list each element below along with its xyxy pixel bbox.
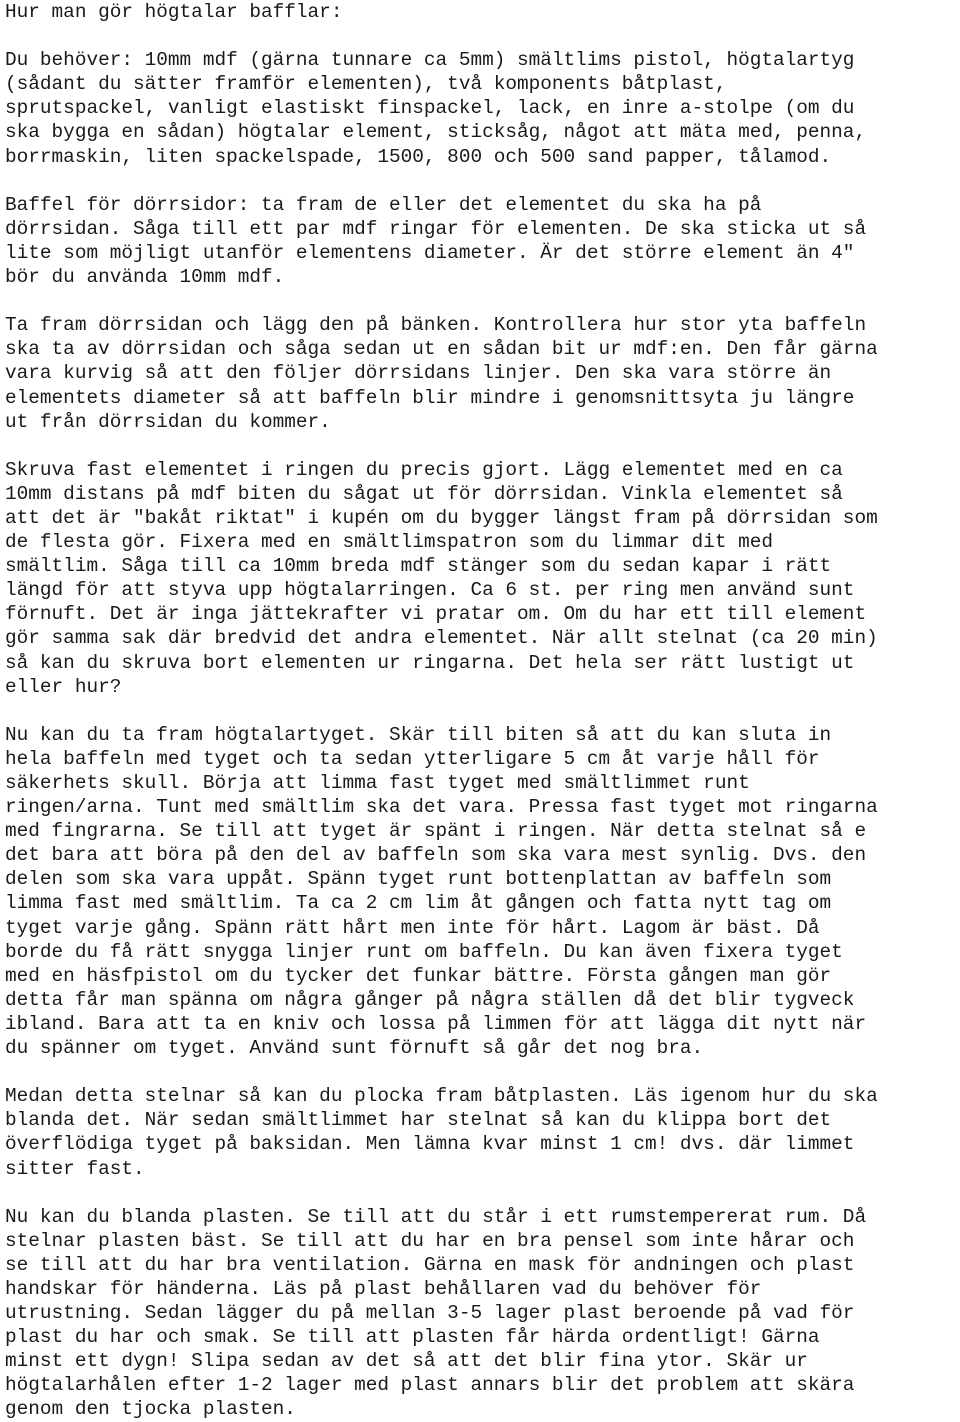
- paragraph-mixing: [5, 1205, 960, 1422]
- text-line: så kan du skruva bort elementen ur ringarna. Det hela ser rätt lustigt ut: [5, 651, 855, 674]
- text-line: ska bygga en sådan) högtalar element, sticksåg, något att mäta med, penna,: [5, 121, 867, 144]
- text-line: borde du få rätt snygga linjer runt om baffeln. Du kan även fixera tyget: [5, 940, 843, 963]
- text-line: Medan detta stelnar så kan du plocka fram båtplasten. Läs igenom hur du ska: [5, 1085, 878, 1108]
- text-line: gör samma sak där bredvid det andra elementet. När allt stelnat (ca 20 min): [5, 627, 878, 650]
- document-page: [5, 0, 960, 1422]
- paragraph-mounting: [5, 458, 960, 699]
- text-line: delen som ska vara uppåt. Spänn tyget runt bottenplattan av baffeln som: [5, 868, 832, 891]
- text-line: blanda det. När sedan smältlimmet har stelnat så kan du klippa bort det: [5, 1109, 832, 1132]
- text-line: stelnar plasten bäst. Se till att du har en bra pensel som inte hårar och: [5, 1229, 855, 1252]
- text-line: med fingrarna. Se till att tyget är spänt i ringen. När detta stelnat så e: [5, 820, 867, 843]
- text-line: att det är "bakåt riktat" i kupén om du bygger längst fram på dörrsidan som: [5, 506, 878, 529]
- text-line: genom den tjocka plasten.: [5, 1398, 296, 1421]
- text-line: detta får man spänna om några gånger på några ställen då det blir tygveck: [5, 988, 855, 1011]
- paragraph-door-baffle: [5, 193, 960, 289]
- text-line: eller hur?: [5, 675, 122, 698]
- text-line: du spänner om tyget. Använd sunt förnuft så går det nog bra.: [5, 1037, 704, 1060]
- text-line: med en häsfpistol om du tycker det funkar bättre. Första gången man gör: [5, 964, 832, 987]
- text-line: Nu kan du ta fram högtalartyget. Skär till biten så att du kan sluta in: [5, 723, 832, 746]
- text-line: ringen/arna. Tunt med smältlim ska det vara. Pressa fast tyget mot ringarna: [5, 796, 878, 819]
- text-line: elementets diameter så att baffeln blir mindre i genomsnittsyta ju längre: [5, 386, 855, 409]
- text-line: förnuft. Det är inga jättekrafter vi pratar om. Om du har ett till element: [5, 603, 867, 626]
- blank-line: [5, 169, 960, 193]
- text-line: ska ta av dörrsidan och såga sedan ut en sådan bit ur mdf:en. Den får gärna: [5, 338, 878, 361]
- blank-line: [5, 24, 960, 48]
- text-line: vara kurvig så att den följer dörrsidans linjer. Den ska vara större än: [5, 362, 832, 385]
- blank-line: [5, 1181, 960, 1205]
- text-line: lite som möjligt utanför elementens diameter. Är det större element än 4": [5, 241, 855, 264]
- text-line: Nu kan du blanda plasten. Se till att du står i ett rumstempererat rum. Då: [5, 1205, 867, 1228]
- text-line: smältlim. Såga till ca 10mm breda mdf stänger som du sedan kapar i rätt: [5, 555, 832, 578]
- text-line: Skruva fast elementet i ringen du precis gjort. Lägg elementet med en ca: [5, 458, 843, 481]
- text-line: dörrsidan. Såga till ett par mdf ringar för elementen. De ska sticka ut så: [5, 217, 867, 240]
- paragraph-fabric: [5, 723, 960, 1060]
- text-line: säkerhets skull. Börja att limma fast tyget med smältlimmet runt: [5, 772, 750, 794]
- text-line: minst ett dygn! Slipa sedan av det så att det blir fina ytor. Skär ur: [5, 1350, 808, 1373]
- text-line: hela baffeln med tyget och ta sedan ytterligare 5 cm åt varje håll för: [5, 747, 820, 770]
- text-line: sitter fast.: [5, 1157, 145, 1180]
- text-line: utrustning. Sedan lägger du på mellan 3-5 lager plast beroende på vad för: [5, 1302, 855, 1325]
- text-line: handskar för händerna. Läs på plast behållaren vad du behöver för: [5, 1277, 762, 1300]
- text-line: plast du har och smak. Se till att plasten får härda ordentligt! Gärna: [5, 1326, 820, 1349]
- blank-line: [5, 1060, 960, 1084]
- text-line: högtalarhålen efter 1-2 lager med plast annars blir det problem att skära: [5, 1374, 855, 1397]
- paragraph-door-panel: [5, 313, 960, 433]
- text-line: Baffel för dörrsidor: ta fram de eller det elementet du ska ha på: [5, 193, 762, 216]
- text-line: ibland. Bara att ta en kniv och lossa på limmen för att lägga dit nytt när: [5, 1012, 867, 1035]
- blank-line: [5, 434, 960, 458]
- text-line: sprutspackel, vanligt elastiskt finspackel, lack, en inre a-stolpe (om du: [5, 97, 855, 120]
- paragraph-materials: [5, 48, 960, 168]
- text-line: (sådant du sätter framför elementen), två komponents båtplast,: [5, 73, 727, 96]
- text-line: de flesta gör. Fixera med en smältlimspatron som du limmar dit med: [5, 531, 773, 554]
- blank-line: [5, 289, 960, 313]
- text-line: bör du använda 10mm mdf.: [5, 266, 285, 289]
- text-line: ut från dörrsidan du kommer.: [5, 410, 331, 433]
- text-line: limma fast med smältlim. Ta ca 2 cm lim åt gången och fatta nytt tag om: [5, 892, 832, 915]
- paragraph-boat-plastic: [5, 1084, 960, 1180]
- blank-line: [5, 699, 960, 723]
- text-line: tyget varje gång. Spänn rätt hårt men inte för hårt. Lagom är bäst. Då: [5, 916, 820, 939]
- text-line: borrmaskin, liten spackelspade, 1500, 800 och 500 sand papper, tålamod.: [5, 145, 832, 168]
- text-line: Ta fram dörrsidan och lägg den på bänken. Kontrollera hur stor yta baffeln: [5, 314, 867, 337]
- text-line: det bara att böra på den del av baffeln som ska vara mest synlig. Dvs. den: [5, 844, 867, 867]
- text-line: Du behöver: 10mm mdf (gärna tunnare ca 5mm) smältlims pistol, högtalartyg: [5, 49, 855, 72]
- text-line: 10mm distans på mdf biten du sågat ut för dörrsidan. Vinkla elementet så: [5, 482, 843, 505]
- text-line: överflödiga tyget på baksidan. Men lämna kvar minst 1 cm! dvs. där limmet: [5, 1133, 855, 1156]
- text-line: se till att du har bra ventilation. Gärna en mask för andningen och plast: [5, 1253, 855, 1276]
- text-line: längd för att styva upp högtalarringen. Ca 6 st. per ring men använd sunt: [5, 579, 855, 602]
- document-title: Hur man gör högtalar bafflar:: [5, 1, 343, 23]
